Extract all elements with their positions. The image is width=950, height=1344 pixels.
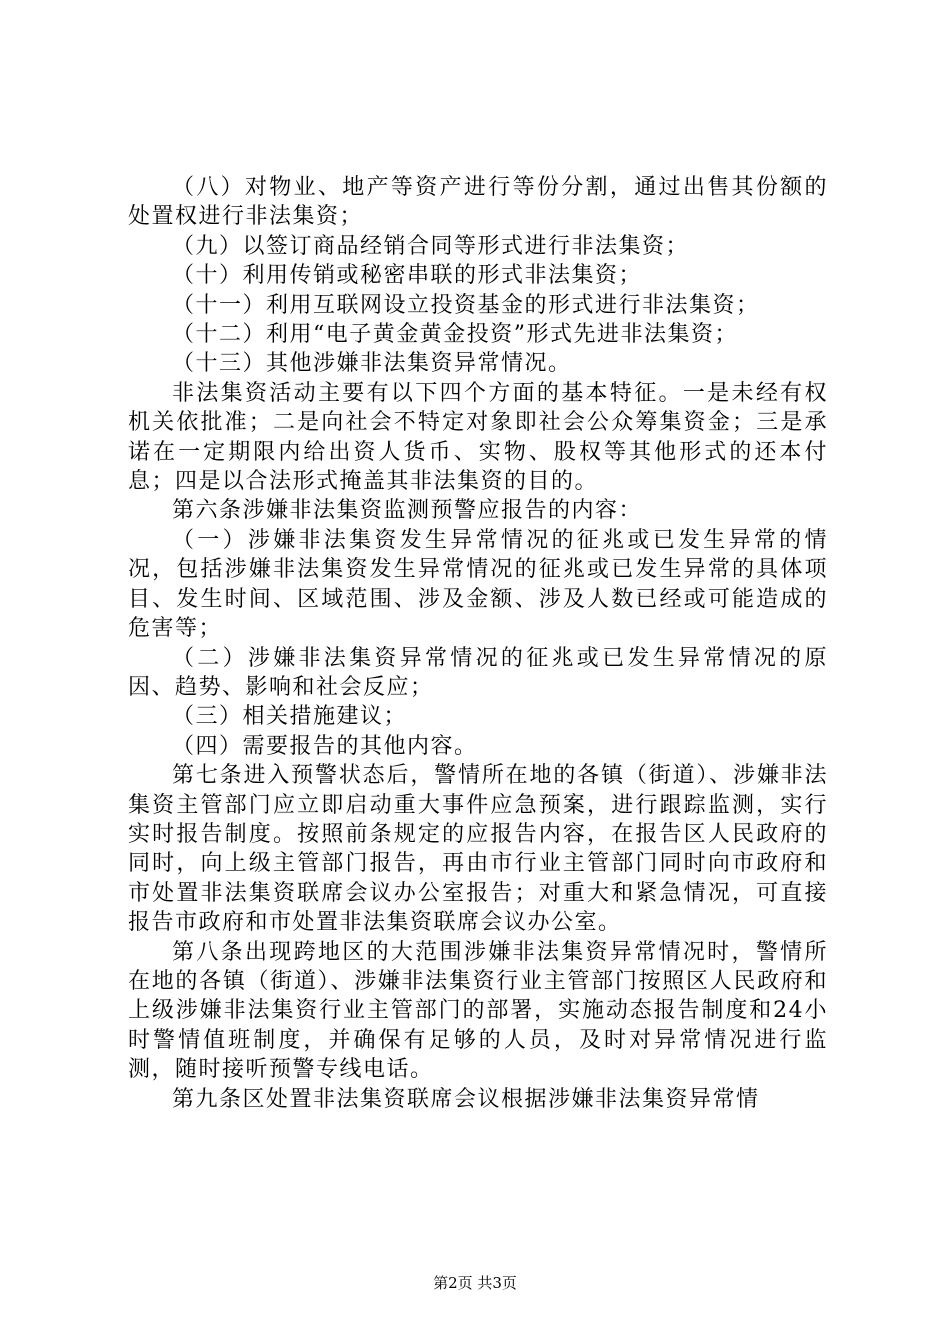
paragraph-article-7: 第七条进入预警状态后，警情所在地的各镇（街道）、涉嫌非法集资主管部门应立即启动重大事件应急预案，进行跟踪监测，实行实时报告制度。按照前条规定的应报告内容，在报告区人民政府的同时，向上级主管部门报告，再由市行业主管部门同时向市政府和市处置非法集资联席会议办公室报告；对重大和紧急情况，可直接报告市政府和市处置非法集资联席会议办公室。 — [128, 763, 828, 936]
page-footer: 第2页 共3页 — [433, 1274, 517, 1292]
paragraph-article-6-item-3: （三）相关措施建议； — [172, 704, 408, 730]
document-body — [128, 173, 828, 1114]
paragraph-article-8: 第八条出现跨地区的大范围涉嫌非法集资异常情况时，警情所在地的各镇（街道）、涉嫌非法集资行业主管部门按照区人民政府和上级涉嫌非法集资行业主管部门的部署，实施动态报告制度和24小时警情值班制度，并确保有足够的人员，及时对异常情况进行监测，随时接听预警专线电话。 — [128, 939, 828, 1083]
paragraph-article-6-item-1: （一）涉嫌非法集资发生异常情况的征兆或已发生异常的情况，包括涉嫌非法集资发生异常情况的征兆或已发生异常的具体项目、发生时间、区域范围、涉及金额、涉及人数已经或可能造成的危害等； — [128, 527, 828, 642]
paragraph-item-12: （十二）利用“电子黄金黄金投资”形式先进非法集资； — [172, 322, 738, 348]
paragraph-article-6: 第六条涉嫌非法集资监测预警应报告的内容： — [172, 498, 643, 524]
paragraph-article-9: 第九条区处置非法集资联席会议根据涉嫌非法集资异常情 — [172, 1086, 760, 1112]
paragraph-characteristics: 非法集资活动主要有以下四个方面的基本特征。一是未经有权机关依批准；二是向社会不特定对象即社会公众筹集资金；三是承诺在一定期限内给出资人货币、实物、股权等其他形式的还本付息；四是以合法形式掩盖其非法集资的目的。 — [128, 380, 828, 495]
paragraph-item-9: （九）以签订商品经销合同等形式进行非法集资； — [172, 233, 690, 259]
paragraph-article-6-item-2: （二）涉嫌非法集资异常情况的征兆或已发生异常情况的原因、趋势、影响和社会反应； — [128, 645, 828, 700]
paragraph-item-10: （十）利用传销或秘密串联的形式非法集资； — [172, 263, 643, 289]
paragraph-item-11: （十一）利用互联网设立投资基金的形式进行非法集资； — [172, 292, 760, 318]
paragraph-article-6-item-4: （四）需要报告的其他内容。 — [172, 733, 478, 759]
paragraph-item-13: （十三）其他涉嫌非法集资异常情况。 — [172, 351, 572, 377]
paragraph-item-8: （八）对物业、地产等资产进行等份分割，通过出售其份额的处置权进行非法集资； — [128, 175, 828, 230]
